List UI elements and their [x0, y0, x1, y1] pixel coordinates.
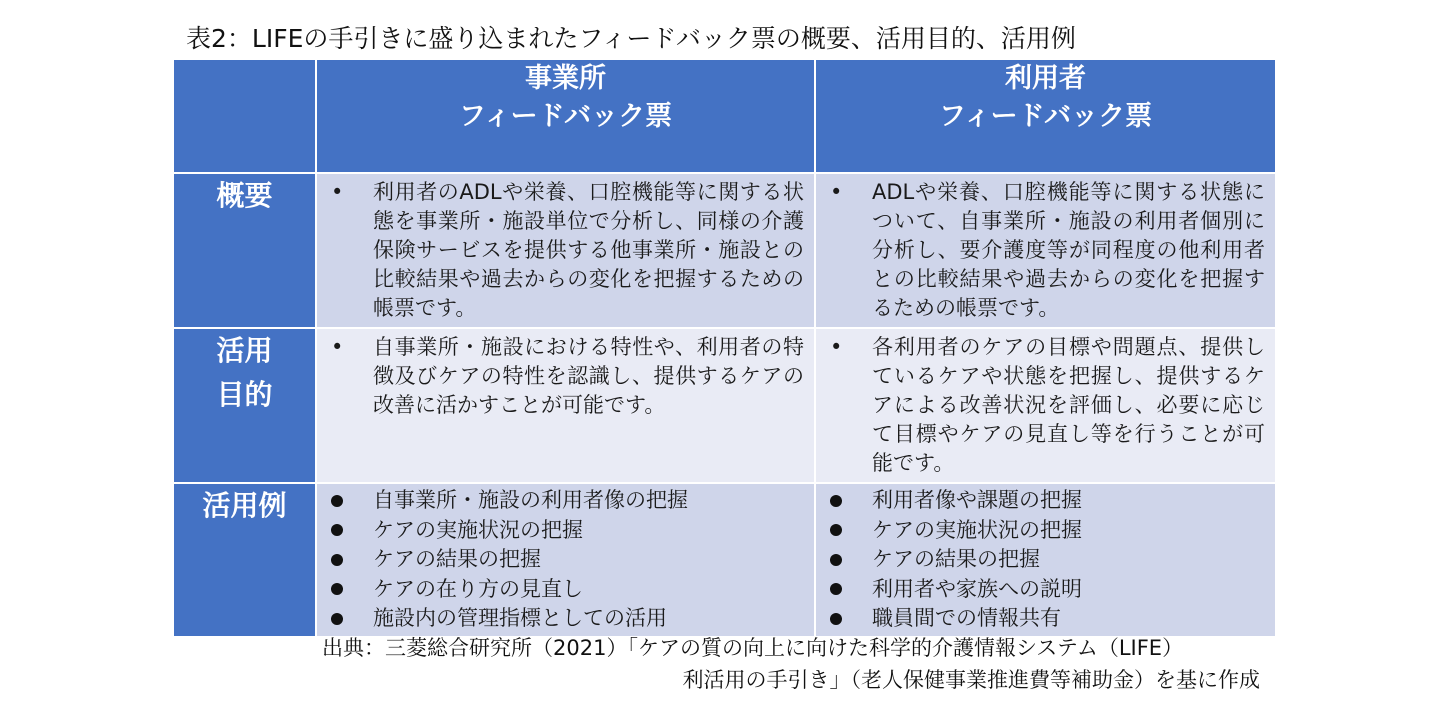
cell-purpose-facility: [316, 328, 815, 483]
cell-examples-facility: [316, 483, 815, 637]
row-label-line: 活用: [216, 334, 273, 367]
table-row-overview: [173, 173, 1276, 328]
list-item: ケアの結果の把握: [327, 545, 804, 575]
bullet-marker: •: [331, 180, 344, 204]
bullet-dot-icon: [331, 613, 343, 625]
list-item: ケアの結果の把握: [826, 545, 1265, 575]
cell-text: 自事業所・施設における特性や、利用者の特徴及びケアの特性を認識し、提供するケアの改善に活かすことが可能です。: [373, 335, 804, 417]
list-item: 自事業所・施設の利用者像の把握: [327, 486, 804, 516]
list-item: 施設内の管理指標としての活用: [327, 604, 804, 634]
column-header-line: フィードバック票: [458, 101, 673, 132]
column-header-user: [815, 59, 1276, 173]
cell-overview-user: [815, 173, 1276, 328]
cell-text: ADLや栄養、口腔機能等に関する状態について、自事業所・施設の利用者個別に分析し、要介護度等が同程度の他利用者との比較結果や過去からの変化を把握するための帳票です。: [872, 180, 1265, 320]
bullet-dot-icon: [830, 495, 842, 507]
bullet-marker: •: [331, 335, 344, 359]
list-item: ケアの実施状況の把握: [826, 516, 1265, 546]
header-corner-cell: [173, 59, 316, 173]
bullet-dot-icon: [830, 524, 842, 536]
bullet-dot-icon: [331, 583, 343, 595]
list-item: 利用者像や課題の把握: [826, 486, 1265, 516]
column-header-line: 事業所: [525, 63, 606, 94]
row-label-line: 概要: [216, 179, 273, 212]
column-header-facility: [316, 59, 815, 173]
bullet-dot-icon: [331, 524, 343, 536]
bullet-marker: •: [830, 335, 843, 359]
bullet-dot-icon: [830, 554, 842, 566]
column-header-line: 利用者: [1005, 63, 1086, 94]
bullet-dot-icon: [331, 495, 343, 507]
source-line: 出典：三菱総合研究所（2021）「ケアの質の向上に向けた科学的介護情報システム（LIFE）: [322, 636, 1184, 660]
source-citation: [322, 632, 1260, 696]
list-item: ケアの実施状況の把握: [327, 516, 804, 546]
bullet-marker: •: [830, 180, 843, 204]
table-row-examples: [173, 483, 1276, 637]
source-line: 利活用の手引き」（老人保健事業推進費等補助金）を基に作成: [682, 668, 1260, 692]
row-label-overview: [173, 173, 316, 328]
cell-text: 各利用者のケアの目標や問題点、提供しているケアや状態を把握し、提供するケアによる改善状況を評価し、必要に応じて目標やケアの見直し等を行うことが可能です。: [872, 335, 1265, 475]
list-item: 職員間での情報共有: [826, 604, 1265, 634]
feedback-comparison-table: [172, 58, 1277, 638]
row-label-examples: [173, 483, 316, 637]
list-item: 利用者や家族への説明: [826, 575, 1265, 605]
example-list-user: [816, 484, 1275, 634]
cell-text: 利用者のADLや栄養、口腔機能等に関する状態を事業所・施設単位で分析し、同様の介護保険サービスを提供する他事業所・施設との比較結果や過去からの変化を把握するための帳票です。: [373, 180, 804, 320]
table-title: 表2：LIFEの手引きに盛り込まれたフィードバック票の概要、活用目的、活用例: [186, 24, 1076, 53]
example-list-facility: [317, 484, 814, 634]
list-item: ケアの在り方の見直し: [327, 575, 804, 605]
row-label-line: 目的: [216, 378, 273, 411]
bullet-dot-icon: [331, 554, 343, 566]
cell-overview-facility: [316, 173, 815, 328]
cell-examples-user: [815, 483, 1276, 637]
cell-purpose-user: [815, 328, 1276, 483]
row-label-line: 活用例: [202, 489, 287, 522]
bullet-dot-icon: [830, 583, 842, 595]
bullet-dot-icon: [830, 613, 842, 625]
column-header-line: フィードバック票: [938, 101, 1153, 132]
header-row: [173, 59, 1276, 173]
row-label-purpose: [173, 328, 316, 483]
table-row-purpose: [173, 328, 1276, 483]
